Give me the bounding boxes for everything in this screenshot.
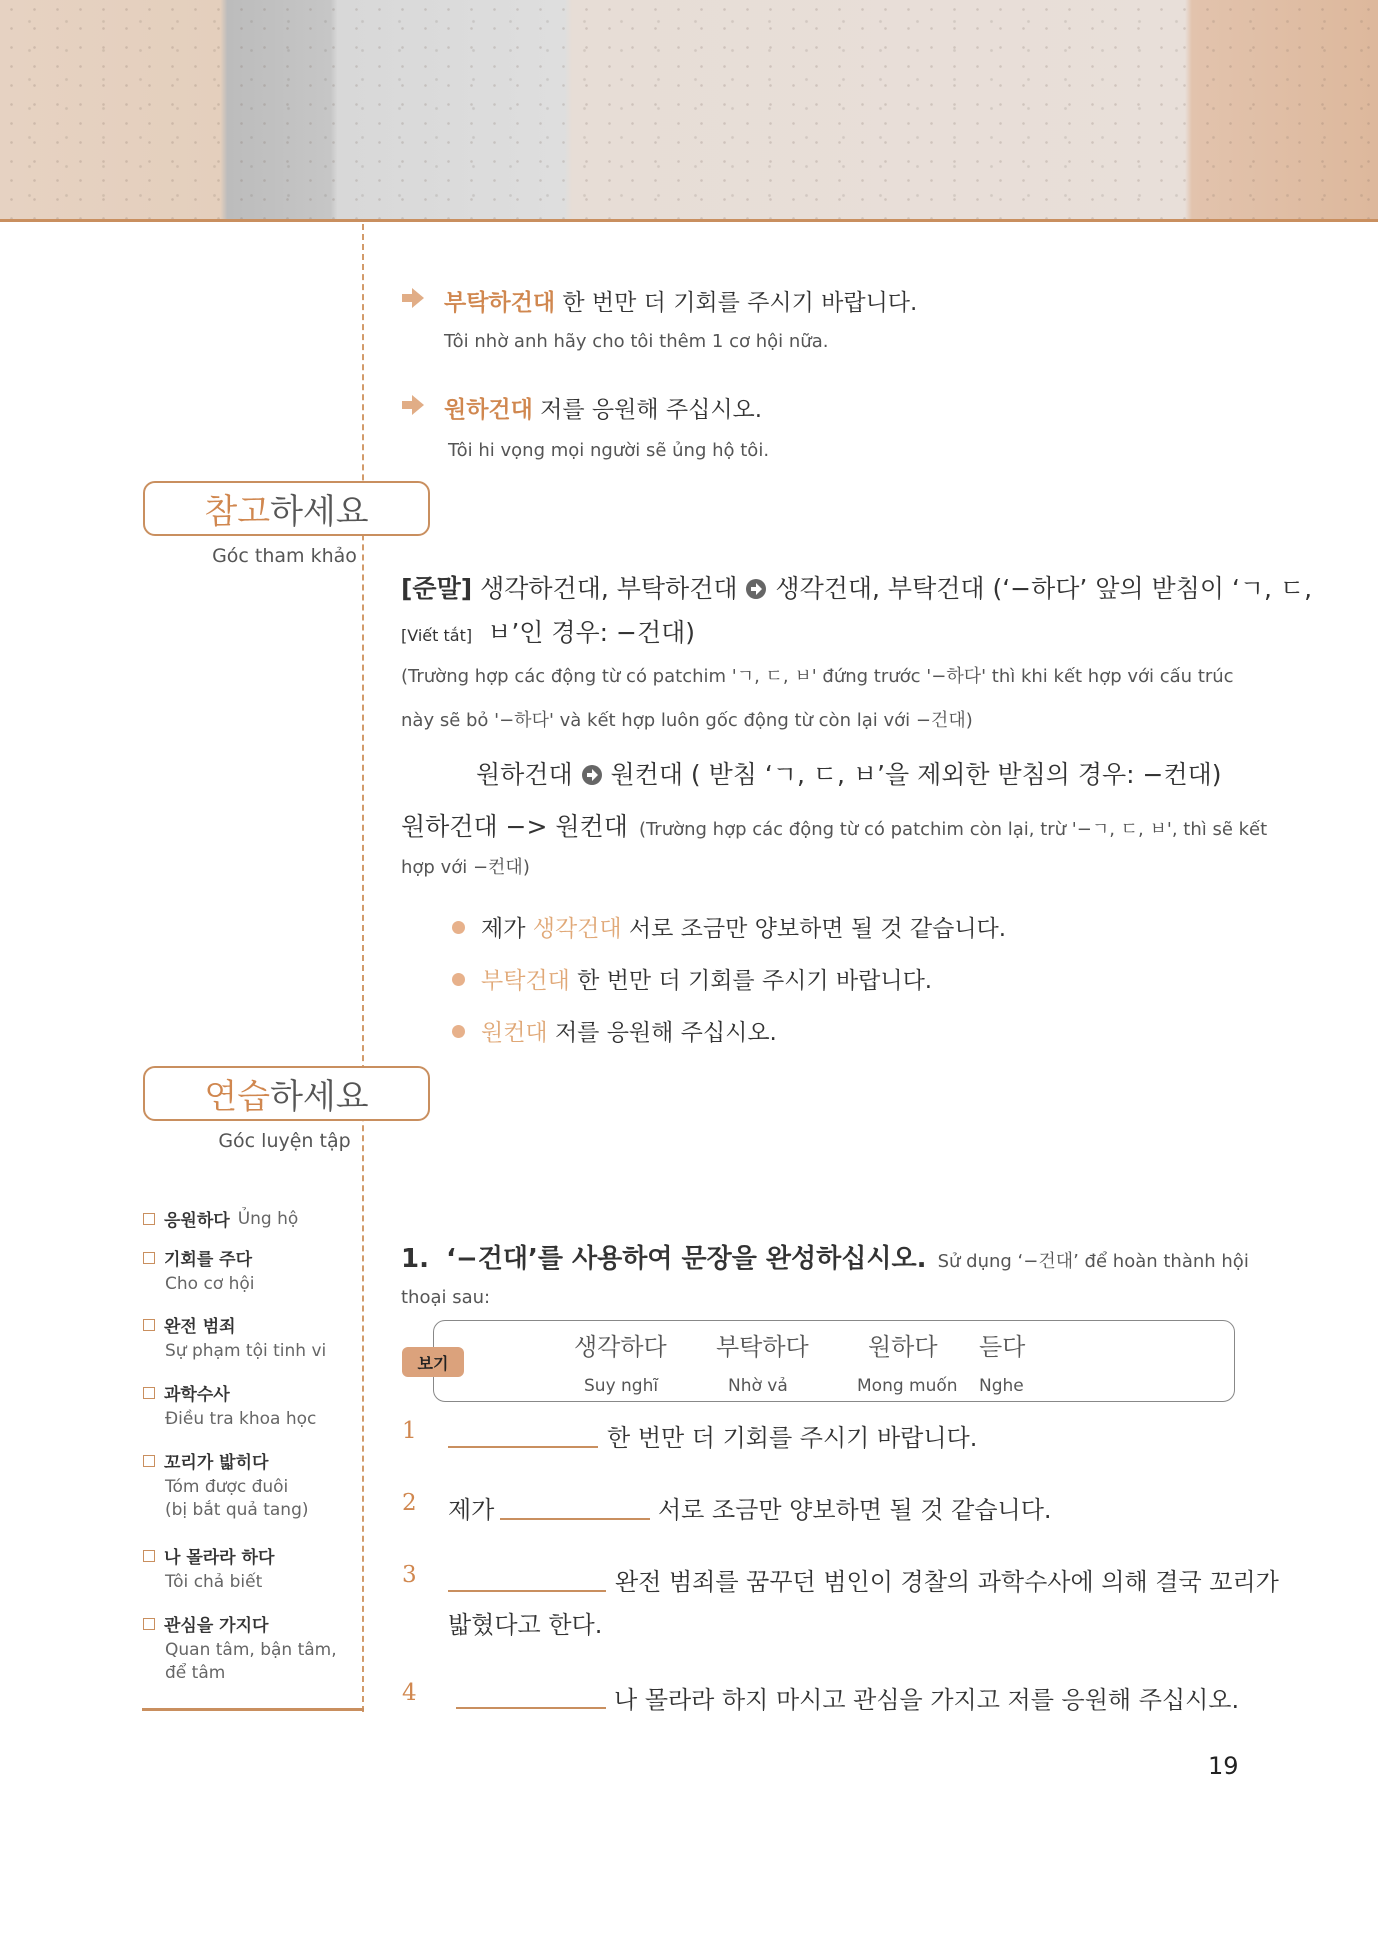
grammar-highlight: 부탁하건대 <box>444 290 556 316</box>
bullet-dot <box>452 921 465 934</box>
example-word: 원하다 <box>868 1333 938 1361</box>
practice-subtitle: Góc luyện tập <box>218 1130 351 1152</box>
arrow-icon <box>400 287 426 313</box>
example-word-vi: Mong muốn <box>857 1376 958 1396</box>
abbreviation-tag: [준말] <box>401 574 473 603</box>
explanation-vi: (Trường hợp các động từ có patchim 'ㄱ, ㄷ, ㅂ' đứng trước '−하다' thì khi kết hợp với cấu trúc <box>401 666 1234 687</box>
answer-blank[interactable] <box>500 1518 650 1520</box>
question-text: 한 번만 더 기회를 주시기 바랍니다. <box>607 1424 978 1452</box>
arrow-icon <box>400 394 426 420</box>
vocab-item: 관심을 가지다 Quan tâm, bận tâm, để tâm <box>143 1611 353 1683</box>
vocab-item: 과학수사 Điều tra khoa học <box>143 1380 353 1429</box>
bullet-dot <box>452 1025 465 1038</box>
question-text: 서로 조금만 양보하면 될 것 같습니다. <box>658 1496 1052 1524</box>
abbreviation-tag-vi: [Viết tắt] <box>401 626 473 645</box>
example-translation: Tôi nhờ anh hãy cho tôi thêm 1 cơ hội nữa. <box>444 331 829 352</box>
practice-heading: 연습 하세요 <box>143 1066 430 1121</box>
question-number: 4 <box>402 1680 417 1706</box>
example-word-box <box>433 1320 1235 1402</box>
explanation-vi: hợp với −컨대) <box>401 857 530 878</box>
vocab-item: 나 몰라라 하다 Tôi chả biết <box>143 1543 353 1592</box>
margin-divider <box>362 224 364 1712</box>
question-number: 1 <box>402 1418 417 1444</box>
explanation-vi: này sẽ bỏ '−하다' và kết hợp luôn gốc động từ còn lại với −건대) <box>401 710 973 731</box>
question-number: 3 <box>402 1562 417 1588</box>
checkbox-square-icon <box>143 1387 155 1399</box>
abbreviation-line: [준말] 생각하건대, 부탁하건대 생각건대, 부탁건대 (‘−하다’ 앞의 받침이 ‘ㄱ, ㄷ, <box>401 569 1312 606</box>
vocab-item: 꼬리가 밟히다 Tóm được đuôi (bị bắt quả tang) <box>143 1448 353 1520</box>
vocab-item: 기회를 주다 Cho cơ hội <box>143 1245 353 1294</box>
answer-blank[interactable] <box>456 1707 606 1709</box>
reference-heading: 참고 하세요 <box>143 481 430 536</box>
vocab-item: 완전 범죄 Sự phạm tội tinh vi <box>143 1312 353 1361</box>
answer-blank[interactable] <box>448 1590 606 1592</box>
example-word: 부탁하다 <box>716 1333 809 1361</box>
arrow-circle-icon <box>745 577 767 606</box>
question-text: 완전 범죄를 꿈꾸던 범인이 경찰의 과학수사에 의해 결국 꼬리가 <box>615 1568 1279 1596</box>
abbreviation-line-4: 원하건대 −> 원컨대 (Trường hợp các động từ có patchim còn lại, trừ '−ㄱ, ㄷ, ㅂ', thì sẽ kết <box>401 812 1268 841</box>
example-word-vi: Suy nghĩ <box>584 1376 659 1396</box>
exercise-instruction: 1. ‘−건대’를 사용하여 문장을 완성하십시오. Sử dụng ‘−건대’ để hoàn thành hội <box>401 1244 1249 1274</box>
example-word-vi: Nghe <box>979 1376 1024 1396</box>
checkbox-square-icon <box>143 1319 155 1331</box>
example-sentence: 부탁하건대 한 번만 더 기회를 주시기 바랍니다. <box>444 290 918 316</box>
banner-rule <box>0 219 1378 222</box>
vocab-item: 응원하다 Ủng hộ <box>143 1206 353 1231</box>
arrow-circle-icon <box>581 763 603 792</box>
bullet-sentence: 원컨대 저를 응원해 주십시오. <box>481 1020 777 1046</box>
page-number: 19 <box>1208 1752 1239 1780</box>
example-translation: Tôi hi vọng mọi người sẽ ủng hộ tôi. <box>448 440 770 461</box>
example-word: 생각하다 <box>574 1333 667 1361</box>
header-banner <box>0 0 1378 220</box>
checkbox-square-icon <box>143 1550 155 1562</box>
exercise-instruction-cont: thoại sau: <box>401 1287 491 1308</box>
checkbox-square-icon <box>143 1618 155 1630</box>
answer-blank[interactable] <box>448 1446 598 1448</box>
sidebar-bottom-rule <box>142 1708 364 1711</box>
checkbox-square-icon <box>143 1252 155 1264</box>
example-label: 보기 <box>402 1347 464 1377</box>
example-word: 듣다 <box>979 1333 1026 1361</box>
grammar-highlight: 원하건대 <box>444 397 533 423</box>
abbreviation-line-3: 원하건대 원컨대 ( 받침 ‘ㄱ, ㄷ, ㅂ’을 제외한 받침의 경우: −컨대) <box>476 755 1222 792</box>
bullet-sentence: 부탁건대 한 번만 더 기회를 주시기 바랍니다. <box>481 968 933 994</box>
example-word-vi: Nhờ vả <box>728 1376 788 1396</box>
bullet-dot <box>452 973 465 986</box>
question-number: 2 <box>402 1490 417 1516</box>
question-text-pre: 제가 <box>448 1496 495 1524</box>
checkbox-square-icon <box>143 1455 155 1467</box>
bullet-sentence: 제가 생각건대 서로 조금만 양보하면 될 것 같습니다. <box>481 916 1007 942</box>
checkbox-square-icon <box>143 1213 155 1225</box>
abbreviation-line-2: [Viết tắt] ㅂ’인 경우: −건대) <box>401 618 696 647</box>
example-sentence: 원하건대 저를 응원해 주십시오. <box>444 397 763 423</box>
question-text-cont: 밟혔다고 한다. <box>448 1611 603 1639</box>
reference-subtitle: Góc tham khảo <box>212 545 357 567</box>
question-text: 나 몰라라 하지 마시고 관심을 가지고 저를 응원해 주십시오. <box>614 1686 1240 1714</box>
